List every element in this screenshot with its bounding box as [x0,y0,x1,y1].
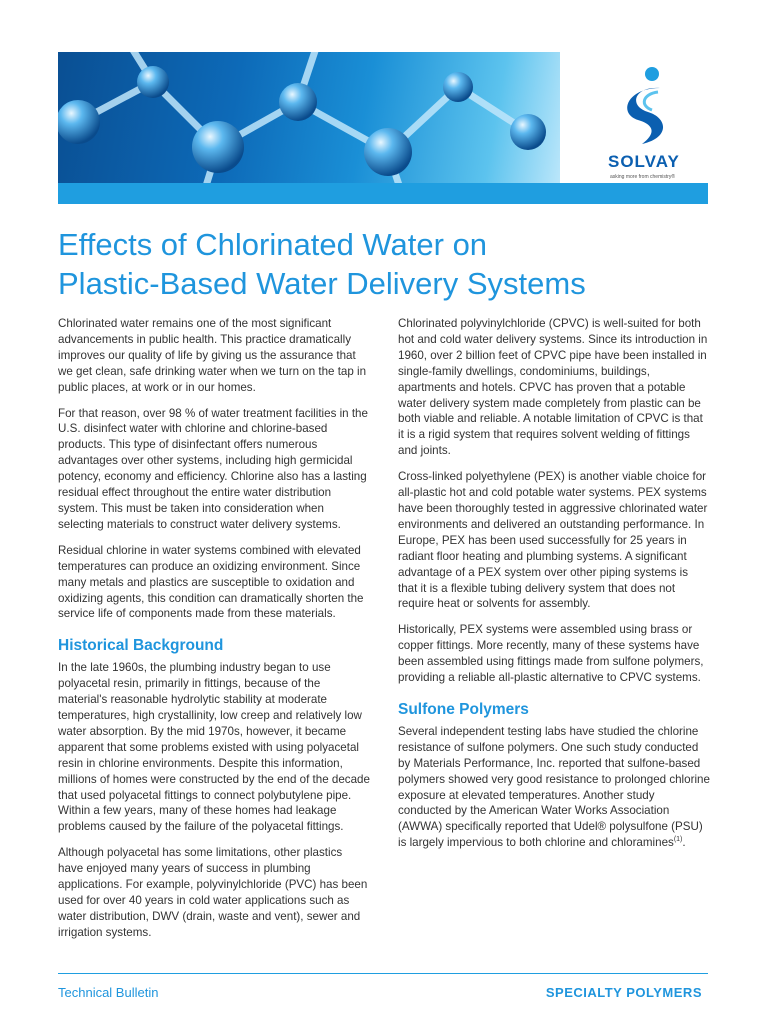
footer-divider [58,973,708,974]
banner-accent-strip [58,183,708,204]
paragraph-text: Several independent testing labs have studied the chlorine resistance of sulfone polymers. One such study conducted by Materials Performance, Inc. reported that sulfone-based polymers showed very good resistance to prolonged chlorine exposure at elevated temperatures. Another study conducted by the American Water Works Association (AWWA) specifically reported that Udel® polysulfone (PSU) is largely impervious to both chlorine and chloramines [398,724,710,850]
reference-marker: (1) [673,836,683,844]
paragraph: Historically, PEX systems were assembled using brass or copper fittings. More recently, many of these systems have been assembled using fittings made from sulfone polymers, providing a reliable all-plastic alternative to CPVC systems. [398,623,704,685]
footer-division: SPECIALTY POLYMERS [545,985,702,1000]
header-banner [58,52,708,204]
solvay-logo [598,62,708,182]
paragraph: Residual chlorine in water systems combined with elevated temperatures can produce an oxidizing environment. Since many metals and plastics are susceptible to oxidation and oxidizing agents, this condition can dramatically shorten the service life of components made from these materials. [58,543,364,621]
molecule-photo [58,52,560,204]
paragraph [398,724,710,851]
section-heading-sulfone: Sulfone Polymers [398,700,529,718]
paragraph: Chlorinated water remains one of the most significant advancements in public health. This practice dramatically improves our quality of life by giving us the assurance that we get clean, safe drinking water when we turn on the tap in public places, at work or in our homes. [58,317,367,394]
right-column [398,316,710,861]
brand-tagline: asking more from chemistry® [610,174,676,180]
footer-doc-type: Technical Bulletin [58,985,159,1000]
paragraph: In the late 1960s, the plumbing industry began to use polyacetal resin, primarily in fittings, because of the material's reasonable hydrolytic stability at moderate temperatures, high crystallinity, low creep and relatively low water absorption. By the mid 1970s, however, it became apparent that some problems existed with using polyacetal resin in chlorine environments. Despite this information, millions of homes were constructed by the end of the decade that used polyacetal fittings to connect polybutylene pipe. Within a few years, many of these homes had leakage problems caused by the failure of the polyacetal fittings. [58,661,370,834]
paragraph: For that reason, over 98 % of water treatment facilities in the U.S. disinfect water with chlorine and chlorine-based products. This type of disinfectant offers numerous advantages over other systems, including high germicidal potency, economy and efficiency. Chlorine also has a lasting residual effect throughout the entire water distribution system. This must be taken into consideration when selecting materials to construct water delivery systems. [58,406,368,531]
solvay-swirl-icon [598,62,708,152]
paragraph: Although polyacetal has some limitations, other plastics have enjoyed many years of success in plumbing applications. For example, polyvinylchloride (PVC) has been used for over 40 years in cold water applications such as water distribution, DWV (drain, waste and vent), sewer and irrigation systems. [58,846,368,939]
title-line-2: Plastic-Based Water Delivery Systems [58,266,586,301]
paragraph: Chlorinated polyvinylchloride (CPVC) is well-suited for both hot and cold water delivery systems. Since its introduction in 1960, over 2 billion feet of CPVC pipe have been installed in single-family dwellings, condominiums, buildings, apartments and hotels. CPVC has proven that a potable water delivery system made completely from plastic can be both viable and reliable. A notable limitation of CPVC is that it is a rigid system that requires solvent welding of fittings and joints. [398,317,708,458]
left-column [58,316,370,951]
paragraph-end: . [682,836,686,850]
brand-name: SOLVAY [608,152,680,171]
paragraph: Cross-linked polyethylene (PEX) is another viable choice for all-plastic hot and cold potable water systems. PEX systems have been thoroughly tested in aggressive chlorinated water environments and delivered an outstanding performance. In Europe, PEX has been used successfully for 25 years in radiant floor heating and plumbing systems. A significant advantage of a PEX system over other piping systems is that it is a flexible tubing delivery system that does not require heat or solvents for assembly. [398,470,708,611]
section-heading-historical: Historical Background [58,637,224,655]
page-title [58,225,708,303]
molecule-illustration [58,52,560,204]
title-line-1: Effects of Chlorinated Water on [58,227,488,262]
